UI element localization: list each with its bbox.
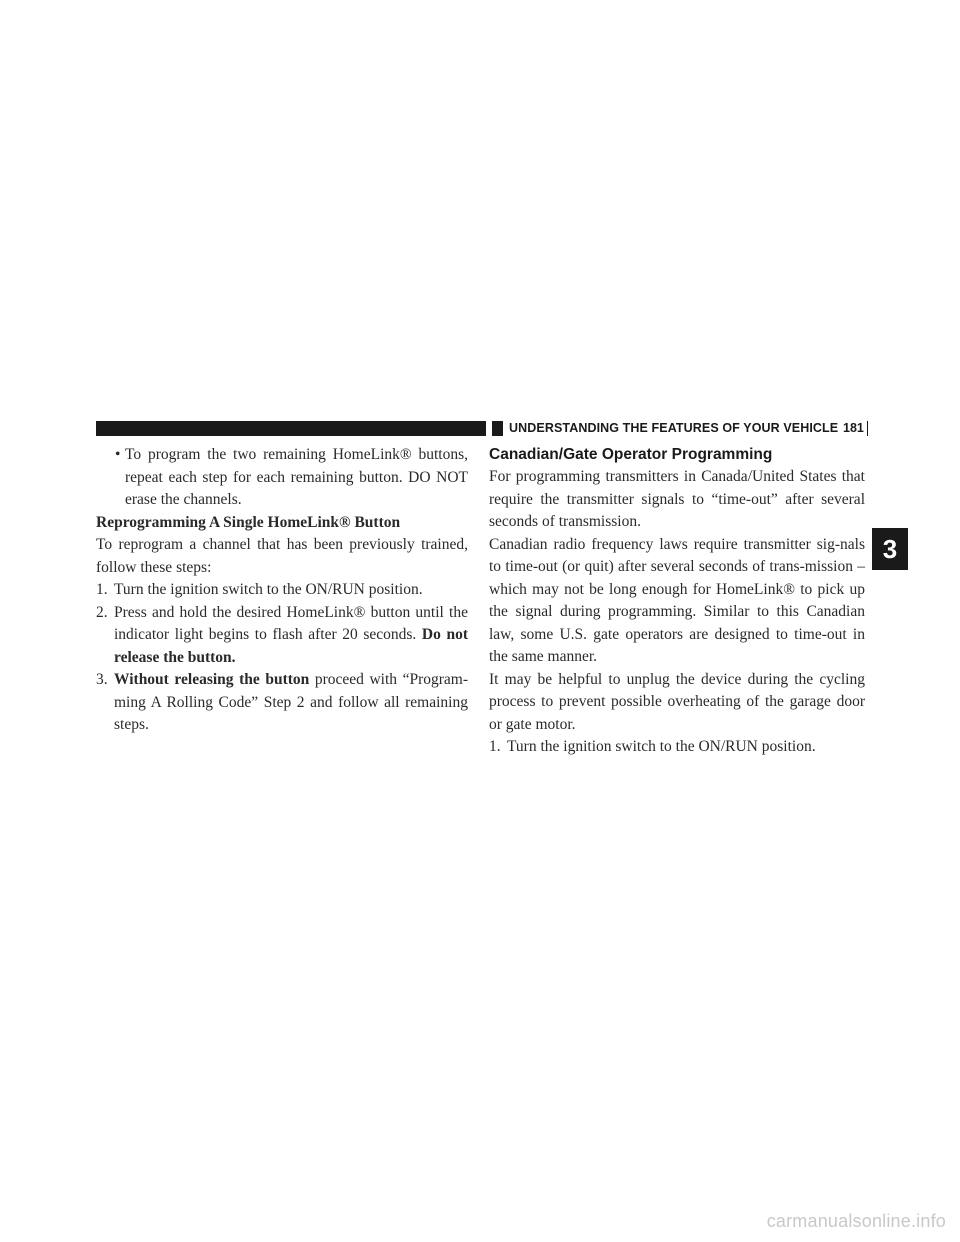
chapter-tab: 3 xyxy=(872,528,908,570)
step-text: Turn the ignition switch to the ON/RUN position. xyxy=(114,581,423,598)
step-number: 2. xyxy=(96,603,108,621)
step-bold-text: Do not release the button. xyxy=(114,626,468,666)
paragraph-1: For programming transmitters in Canada/United States that require the transmitter signals to “time-out” after several seconds of transmission. xyxy=(489,468,865,530)
section-heading: Canadian/Gate Operator Programming xyxy=(489,446,773,463)
section-title: UNDERSTANDING THE FEATURES OF YOUR VEHICLE xyxy=(503,418,842,438)
left-column xyxy=(96,444,468,737)
bullet-item xyxy=(96,444,468,512)
right-column xyxy=(489,444,865,759)
subheading: Reprogramming A Single HomeLink® Button xyxy=(96,513,401,531)
intro-paragraph: To reprogram a channel that has been previously trained, follow these steps: xyxy=(96,536,468,576)
paragraph-2: Canadian radio frequency laws require transmitter sig-nals to time-out (or quit) after several seconds of trans-mission – which may not be long enough for HomeLink® to pick up the signal during programming. Similar to this Canadian law, some U.S. gate operators are designed to time-out in the same manner. xyxy=(489,535,865,665)
step-number: 1. xyxy=(489,738,501,755)
step-1-right xyxy=(489,736,865,759)
step-text: proceed with “Program-ming A Rolling Code” Step 2 and follow all remaining steps. xyxy=(114,671,468,733)
watermark: carmanualsonline.info xyxy=(766,1211,946,1231)
page-number: 181 xyxy=(840,418,867,438)
step-1 xyxy=(96,579,468,602)
header-rule-left xyxy=(96,421,486,436)
bullet-mark: • xyxy=(115,446,121,463)
step-text: Press and hold the desired HomeLink® button until the indicator light begins to flash after 20 seconds. xyxy=(114,603,468,643)
step-2 xyxy=(96,602,468,670)
bullet-text: To program the two remaining HomeLink® buttons, repeat each step for each remaining button. DO NOT erase the channels. xyxy=(125,446,468,508)
paragraph-3: It may be helpful to unplug the device during the cycling process to prevent possible overheating of the garage door or gate motor. xyxy=(489,670,865,733)
step-text: Turn the ignition switch to the ON/RUN position. xyxy=(507,738,816,755)
step-3 xyxy=(96,669,468,737)
step-number: 1. xyxy=(96,581,108,598)
step-bold-text: Without releasing the button xyxy=(114,671,310,688)
step-number: 3. xyxy=(96,671,108,688)
